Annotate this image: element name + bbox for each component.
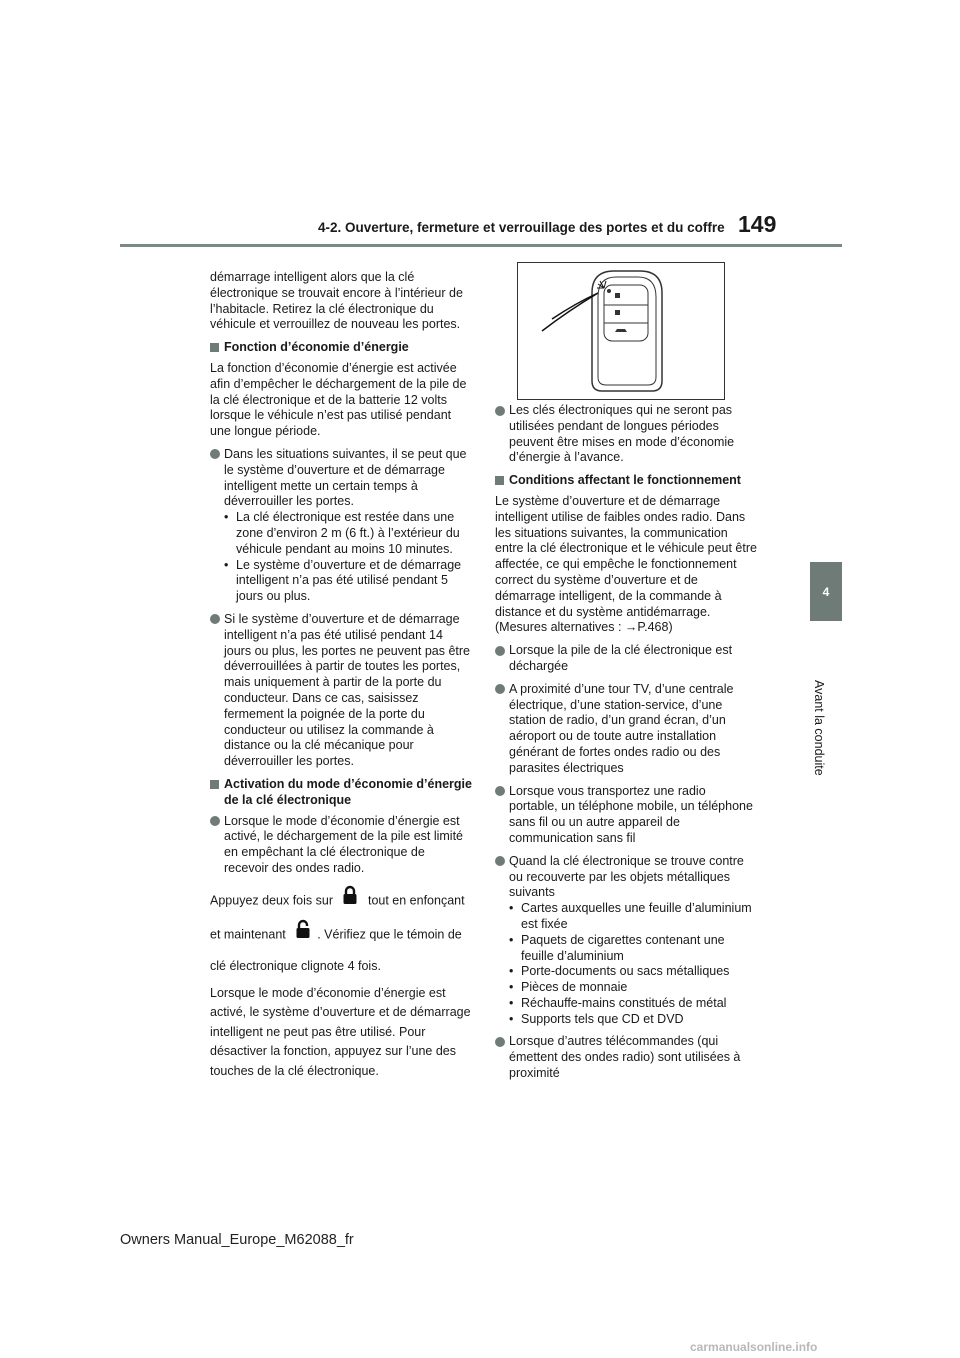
sub-item: • Paquets de cigarettes contenant une feuille d’aluminium [509,933,757,965]
bullet-item [210,814,472,877]
unlock-icon [293,918,313,952]
bullet-item [210,612,472,770]
chapter-label: Avant la conduite [812,680,826,776]
heading-text: Fonction d’économie d’énergie [224,340,409,355]
sub-item-text: Cartes auxquelles une feuille d’aluminium est fixée [521,901,752,931]
intro-paragraph: démarrage intelligent alors que la clé électronique se trouvait encore à l’intérieur de l’habitacle. Retirez la clé électronique du véhicule et verrouillez de nouveau les portes. [210,270,463,332]
page-number: 149 [738,211,777,237]
footer-manual-name: Owners Manual_Europe_M62088_fr [120,1232,354,1248]
bullet-text: Lorsque vous transportez une radio portable, un téléphone mobile, un téléphone sans fil ou un autre appareil de communication sans fil [509,783,753,845]
bullet-dot-icon [495,646,505,656]
bullet-dot-icon [495,786,505,796]
sub-item: • Le système d’ouverture et de démarrage intelligent n’a pas été utilisé pendant 5 jours ou plus. [224,558,472,605]
sub-item: • Réchauffe-mains constitués de métal [509,995,727,1010]
bullet-text: A proximité d’une tour TV, d’une centrale électrique, d’une station-service, d’une station de radio, d’un grand écran, d’un aéroport ou de toute autre installation générant de fortes ondes radio ou des parasites électriques [509,681,734,775]
bullet-text: Dans les situations suivantes, il se peut que le système d’ouverture et de démarrage intelligent mette un certain temps à déverrouiller les portes. [224,446,467,509]
conditions-paragraph: Le système d’ouverture et de démarrage intelligent utilise de faibles ondes radio. Dans les situations suivantes, la communication entre la clé électronique et le véhicule peut être affectée, ce qui empêche le fonctionnement correct du système d’ouverture et de démarrage intelligent, de la commande à distance et du système antidémarrage. (Mesures alternatives : →P.468) [495,493,757,635]
deactivate-paragraph: Lorsque le mode d’économie d’énergie est activé, le système d’ouverture et de démarrage intelligent ne peut pas être utilisé. Pour désactiver la fonction, appuyez sur l’une des touches de la clé électronique. [210,985,471,1078]
sub-item: • Cartes auxquelles une feuille d’aluminium est fixée [509,901,757,933]
section-square-icon [210,343,219,352]
right-column [495,403,757,1089]
sub-item-text: Pièces de monnaie [521,980,628,995]
bullet-item [495,784,757,847]
sub-item: • Supports tels que CD et DVD [509,1011,684,1026]
press-instruction: Appuyez deux fois sur tout en enfonçant et maintenant . Vérifiez que le témoin de clé électronique clignote 4 fois. [210,884,472,980]
bullet-dot-icon [210,449,220,459]
sub-item: • Porte-documents ou sacs métalliques [509,964,730,979]
left-column [210,270,472,1081]
sub-item-text: La clé électronique est restée dans une zone d’environ 2 m (6 ft.) à l’extérieur du véhicule pendant au moins 10 minutes. [236,510,460,556]
section-square-icon [495,476,504,485]
bullet-item [495,1034,757,1081]
bullet-text: Lorsque d’autres télécommandes (qui émettent des ondes radio) sont utilisées à proximité [509,1034,741,1081]
sub-item-text: Réchauffe-mains constitués de métal [521,995,727,1010]
chapter-tab: 4 [810,562,842,621]
key-illustration [517,262,725,400]
sub-item-text: Le système d’ouverture et de démarrage intelligent n’a pas été utilisé pendant 5 jours ou plus. [236,557,462,604]
sub-item: • La clé électronique est restée dans une zone d’environ 2 m (6 ft.) à l’extérieur du véhicule pendant au moins 10 minutes. [224,510,472,557]
bullet-item [495,682,757,777]
sub-item-text: Porte-documents ou sacs métalliques [521,964,730,979]
bullet-item [495,854,757,1028]
bullet-text: Si le système d’ouverture et de démarrage intelligent n’a pas été utilisé pendant 14 jours ou plus, les portes ne peuvent pas être déverrouillées à partir de toutes les portes, mais uniquement à partir de la porte du conducteur. Dans ce cas, saisissez fermement la poignée de la porte du conducteur ou utilisez la commande à distance ou la clé mécanique pour déverrouiller les portes. [224,611,470,769]
bullet-text: Quand la clé électronique se trouve contre ou recouverte par les objets métalliques suivants [509,853,744,900]
heading-text: Activation du mode d’économie d’énergie de la clé électronique [224,776,472,807]
bullet-item [210,447,472,605]
bullet-text: Lorsque la pile de la clé électronique est déchargée [509,643,733,673]
bullet-dot-icon [495,406,505,416]
lock-icon [340,884,360,918]
heading-text: Conditions affectant le fonctionnement [509,473,741,488]
bullet-dot-icon [495,684,505,694]
heading-activation [210,777,472,809]
sub-item-text: Supports tels que CD et DVD [521,1011,684,1026]
bullet-item [495,643,757,675]
bullet-dot-icon [495,1037,505,1047]
header-rule [120,244,842,247]
energy-paragraph: La fonction d’économie d’énergie est activée afin d’empêcher le déchargement de la pile de la clé électronique et de la batterie 12 volts lorsque le véhicule n’est pas utilisé pendant une longue période. [210,360,467,439]
sub-item: • Pièces de monnaie [509,980,628,995]
section-title: 4-2. Ouverture, fermeture et verrouillage des portes et du coffre [318,220,725,235]
bullet-text: Les clés électroniques qui ne seront pas utilisées pendant de longues périodes peuvent être mises en mode d’économie d’énergie à l’avance. [509,403,735,465]
bullet-dot-icon [210,614,220,624]
heading-energy-saving [210,340,472,356]
bullet-dot-icon [495,856,505,866]
sub-item-text: Paquets de cigarettes contenant une feuille d’aluminium [521,932,725,963]
bullet-item [495,403,757,466]
bullet-text: Lorsque le mode d’économie d’énergie est activé, le déchargement de la pile est limité en empêchant la clé électronique de recevoir des ondes radio. [224,813,464,875]
bullet-dot-icon [210,816,220,826]
heading-conditions [495,473,757,489]
electronic-key-icon [518,263,724,399]
section-square-icon [210,780,219,789]
watermark: carmanualsonline.info [690,1340,818,1354]
